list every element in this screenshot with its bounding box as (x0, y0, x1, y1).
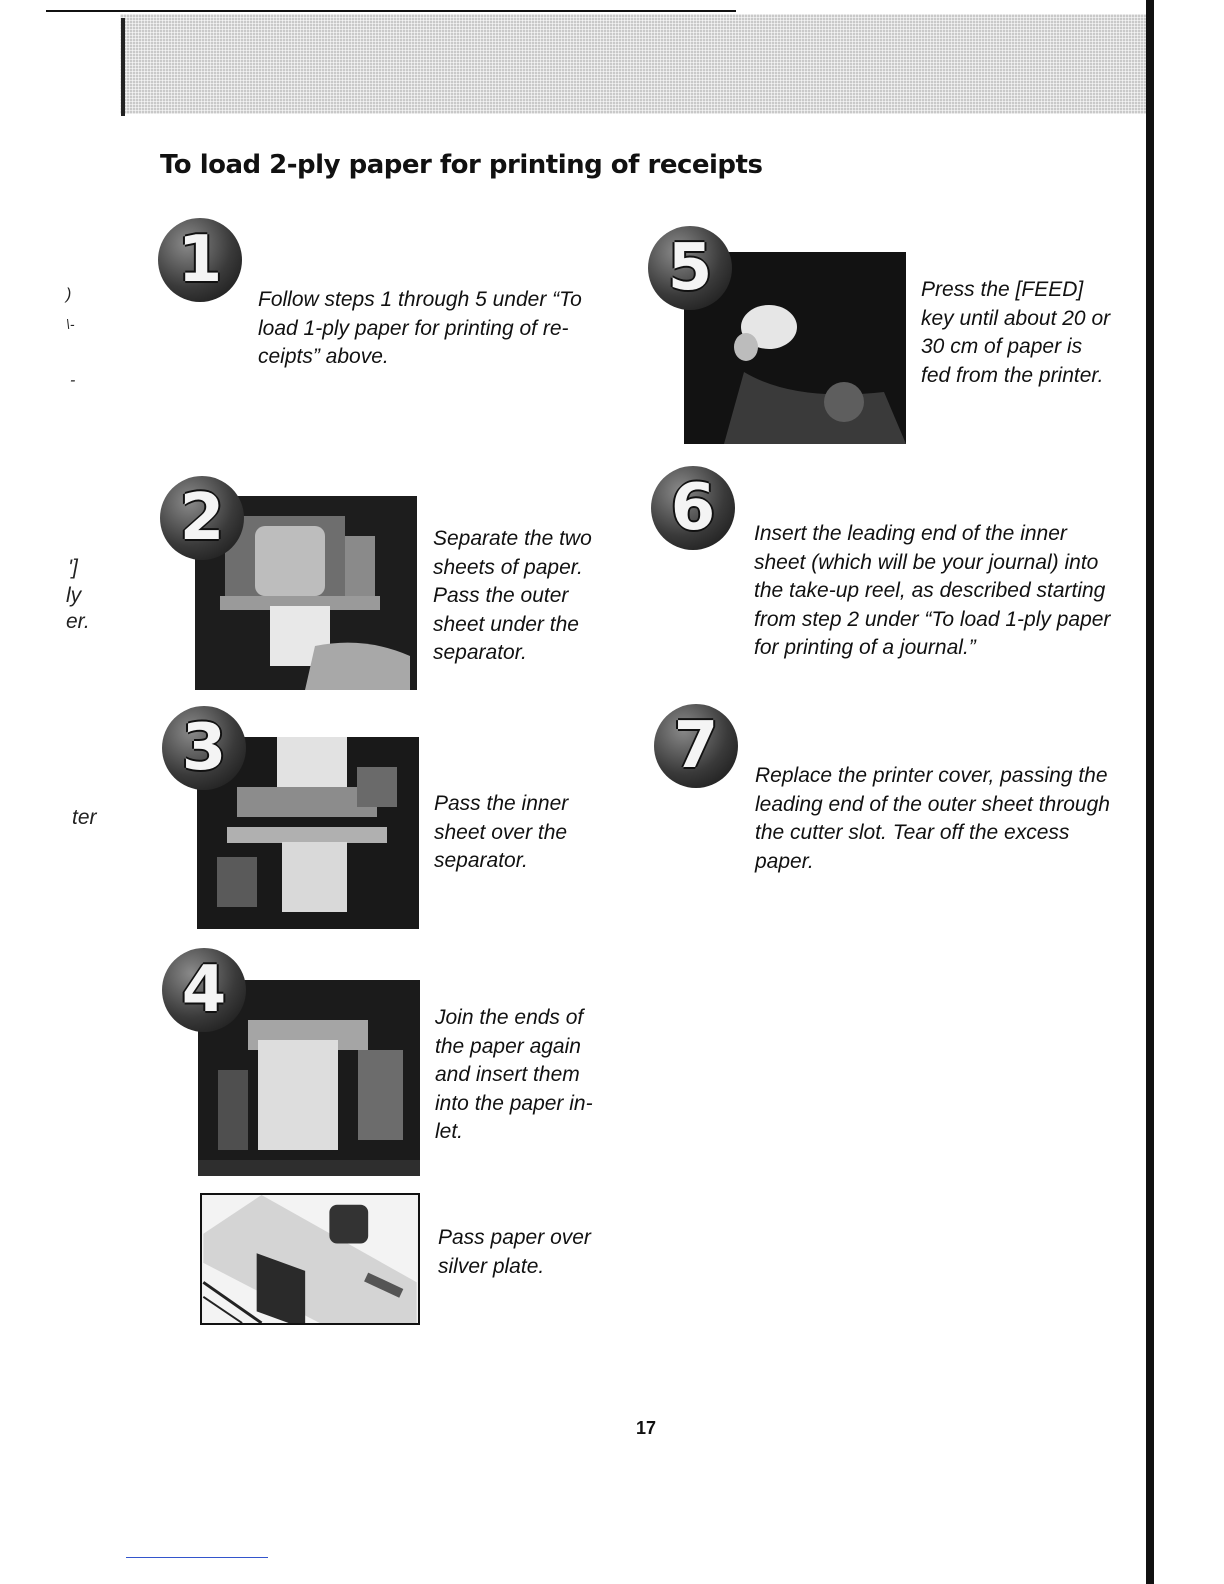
step-number: 6 (670, 471, 716, 545)
step-4-badge (162, 948, 246, 1032)
margin-fragment: ly (66, 584, 82, 607)
margin-fragment: ) (66, 286, 72, 303)
step-3-text: Pass the inner sheet over the separator. (434, 792, 569, 872)
step-3-badge (162, 706, 246, 790)
step-7-text: Replace the printer cover, passing the leading end of the outer sheet through the cutter slot. Tear off the excess paper. (755, 764, 1110, 873)
extra-step-text: Pass paper over silver plate. (438, 1226, 591, 1278)
page-number: 17 (636, 1418, 657, 1438)
step-4-text: Join the ends of the paper again and insert them into the paper in-let. (435, 1006, 593, 1143)
silver-plate-illustration (202, 1195, 418, 1323)
margin-fragment: - (70, 372, 76, 389)
margin-fragment: ter (72, 806, 97, 829)
step-2-badge (160, 476, 244, 560)
silver-plate-photo (200, 1193, 420, 1325)
step-number: 5 (667, 231, 713, 305)
step-6-text: Insert the leading end of the inner sheet (which will be your journal) into the take-up reel, as described starting from step 2 under “To load 1-ply paper for printing of a journal.” (754, 522, 1111, 659)
step-6-badge (651, 466, 735, 550)
step-number: 1 (177, 223, 223, 297)
step-1-text: Follow steps 1 through 5 under “To load 1-ply paper for printing of re-ceipts” above. (258, 288, 582, 368)
margin-fragment: \- (66, 316, 75, 332)
step-7-badge (654, 704, 738, 788)
page-edge (1146, 0, 1154, 1584)
step-2-text: Separate the two sheets of paper. Pass the outer sheet under the separator. (433, 527, 592, 664)
step-number: 2 (179, 481, 225, 555)
top-rule (46, 10, 736, 12)
step-number: 4 (181, 953, 227, 1027)
step-1-badge (158, 218, 242, 302)
margin-fragment: er. (66, 610, 90, 633)
step-5-text: Press the [FEED] key until about 20 or 30 cm of paper is fed from the printer. (921, 278, 1111, 387)
step-number: 7 (673, 709, 719, 783)
step-5-badge (648, 226, 732, 310)
footer-rule (126, 1557, 268, 1558)
page-title: To load 2-ply paper for printing of receipts (160, 150, 763, 180)
header-band (120, 14, 1146, 114)
step-number: 3 (181, 711, 227, 785)
margin-fragment: '] (68, 556, 78, 579)
header-tick (121, 18, 125, 116)
